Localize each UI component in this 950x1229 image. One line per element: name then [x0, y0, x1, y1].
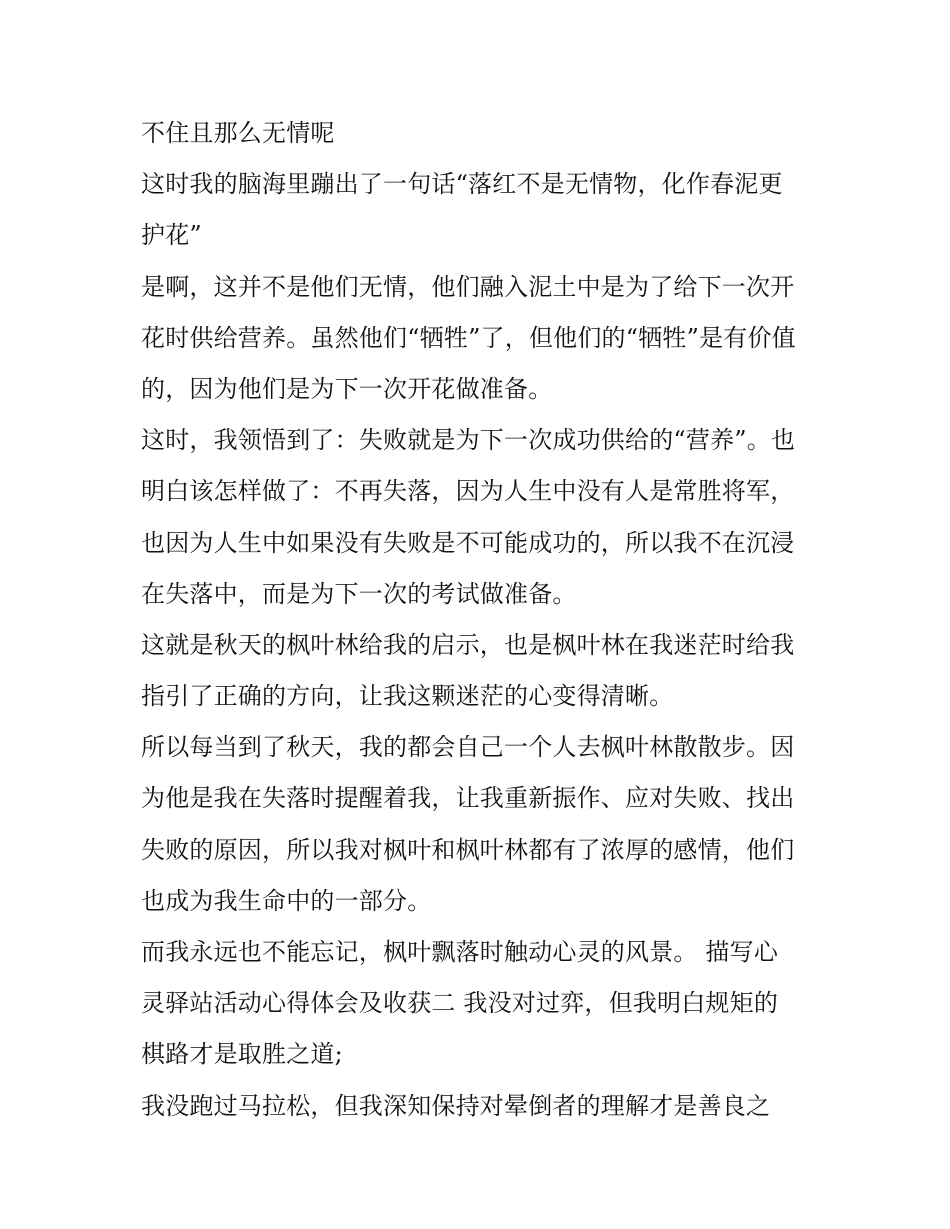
- text-line: 明白该怎样做了：不再失落，因为人生中没有人是常胜将军，: [141, 477, 795, 506]
- text-line: 是啊，这并不是他们无情，他们融入泥土中是为了给下一次开: [141, 272, 795, 301]
- text-line: 这就是秋天的枫叶林给我的启示，也是枫叶林在我迷茫时给我: [141, 630, 795, 659]
- text-line: 我没跑过马拉松，但我深知保持对晕倒者的理解才是善良之: [141, 1091, 771, 1120]
- text-line: 也成为我生命中的一部分。: [141, 886, 432, 915]
- text-line: 也因为人生中如果没有失败是不可能成功的，所以我不在沉浸: [141, 528, 795, 557]
- text-line: 在失落中，而是为下一次的考试做准备。: [141, 579, 577, 608]
- text-line: 为他是我在失落时提醒着我，让我重新振作、应对失败、找出: [141, 784, 795, 813]
- text-line: 而我永远也不能忘记，枫叶飘落时触动心灵的风景。 描写心: [141, 938, 779, 966]
- text-line: 所以每当到了秋天，我的都会自己一个人去枫叶林散散步。因: [141, 733, 795, 762]
- text-line: 不住且那么无情呢: [141, 119, 335, 147]
- text-line: 护花”: [141, 221, 202, 250]
- text-line: 的，因为他们是为下一次开花做准备。: [141, 374, 553, 403]
- text-line: 棋路才是取胜之道;: [141, 1040, 343, 1069]
- text-line: 指引了正确的方向，让我这颗迷茫的心变得清晰。: [141, 682, 674, 711]
- text-line: 花时供给营养。虽然他们“牺牲”了，但他们的“牺牲”是有价值: [141, 323, 796, 352]
- text-line: 失败的原因，所以我对枫叶和枫叶林都有了浓厚的感情，他们: [141, 835, 795, 864]
- text-line: 灵驿站活动心得体会及收获二 我没对过弈，但我明白规矩的: [141, 989, 779, 1018]
- document-body: [141, 108, 821, 1132]
- text-line: 这时，我领悟到了：失败就是为下一次成功供给的“营养”。也: [141, 426, 796, 455]
- text-line: 这时我的脑海里蹦出了一句话“落红不是无情物，化作春泥更: [141, 170, 783, 199]
